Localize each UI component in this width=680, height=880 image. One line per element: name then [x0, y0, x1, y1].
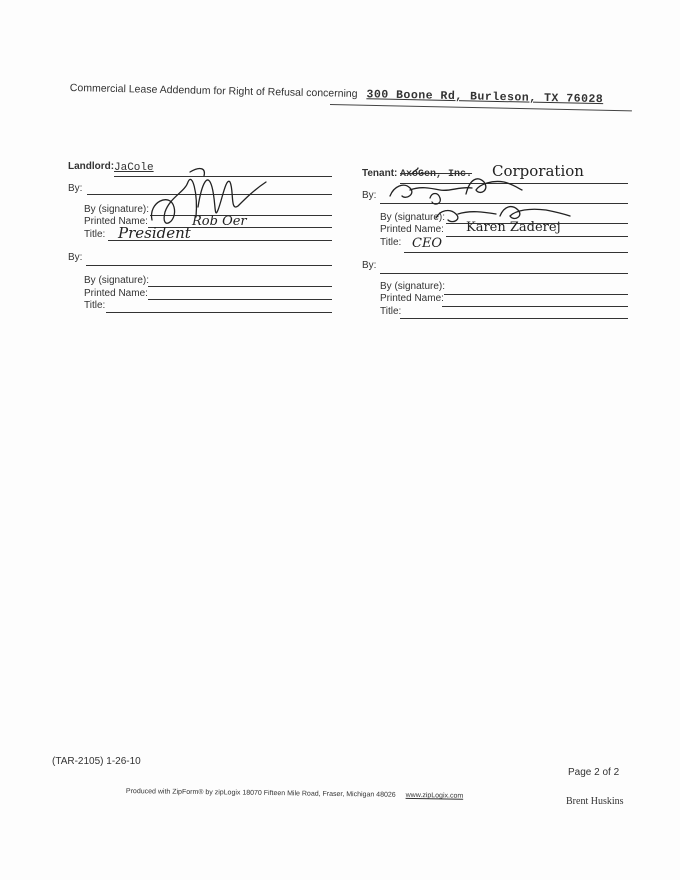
landlord-printed-name2-line[interactable]	[148, 299, 332, 300]
form-id: (TAR-2105) 1-26-10	[52, 756, 141, 767]
property-address: 300 Boone Rd, Burleson, TX 76028	[366, 88, 604, 107]
tenant-title-value: CEO	[412, 236, 443, 251]
landlord-printed-name2-label: Printed Name:	[84, 288, 148, 299]
tenant-name: AxoGen, Inc.	[400, 169, 473, 180]
landlord-by-signature-label: By (signature):	[84, 204, 150, 215]
landlord-printed-name-label: Printed Name:	[84, 216, 148, 227]
produced-with-text: Produced with ZipForm® by zipLogix 18070 Fifteen Mile Road, Fraser, Michigan 48026	[125, 788, 396, 799]
tenant-printed-name-value: Karen Zaderej	[466, 220, 561, 235]
tenant-label: Tenant:	[362, 168, 398, 179]
page-number: Page 2 of 2	[568, 767, 620, 778]
landlord-title-label: Title:	[84, 229, 106, 240]
header-text: Commercial Lease Addendum for Right of Refusal concerning	[69, 82, 358, 101]
landlord-signature2-line[interactable]	[148, 286, 332, 287]
landlord-title2-line[interactable]	[106, 312, 332, 313]
tenant-printed-name2-line[interactable]	[442, 306, 628, 307]
landlord-title-value: President	[118, 224, 191, 242]
landlord-by-signature2-label: By (signature):	[84, 275, 150, 286]
addendum-header	[70, 82, 604, 106]
produced-with	[126, 788, 463, 800]
tenant-title2-line[interactable]	[400, 318, 628, 319]
landlord-name: JaCole	[114, 162, 154, 174]
tenant-by2-label: By:	[362, 260, 377, 271]
tenant-printed-name-line[interactable]	[446, 236, 628, 237]
agent-name: Brent Huskins	[566, 796, 624, 807]
landlord-title2-label: Title:	[84, 300, 106, 311]
landlord-by2-line[interactable]	[86, 265, 332, 266]
landlord-by-label: By:	[68, 183, 83, 194]
tenant-by-label: By:	[362, 190, 377, 201]
tenant-title-label: Title:	[380, 237, 402, 248]
tenant-by2-line[interactable]	[380, 273, 628, 274]
landlord-by2-label: By:	[68, 252, 83, 263]
tenant-by-signature-label: By (signature):	[380, 212, 446, 223]
tenant-title2-label: Title:	[380, 306, 402, 317]
landlord-label: Landlord:	[68, 161, 115, 172]
tenant-printed-name2-label: Printed Name:	[380, 293, 444, 304]
landlord-printed-name-value: Rob Oer	[192, 214, 247, 229]
tenant-printed-name-label: Printed Name:	[380, 224, 444, 235]
tenant-signature2-line[interactable]	[444, 294, 628, 295]
tenant-by-signature2-label: By (signature):	[380, 281, 446, 292]
ziplogix-link[interactable]: www.zipLogix.com	[405, 791, 464, 800]
tenant-handwritten-name: Corporation	[492, 162, 584, 180]
landlord-signature	[130, 162, 280, 242]
tenant-title-line[interactable]	[404, 252, 628, 253]
